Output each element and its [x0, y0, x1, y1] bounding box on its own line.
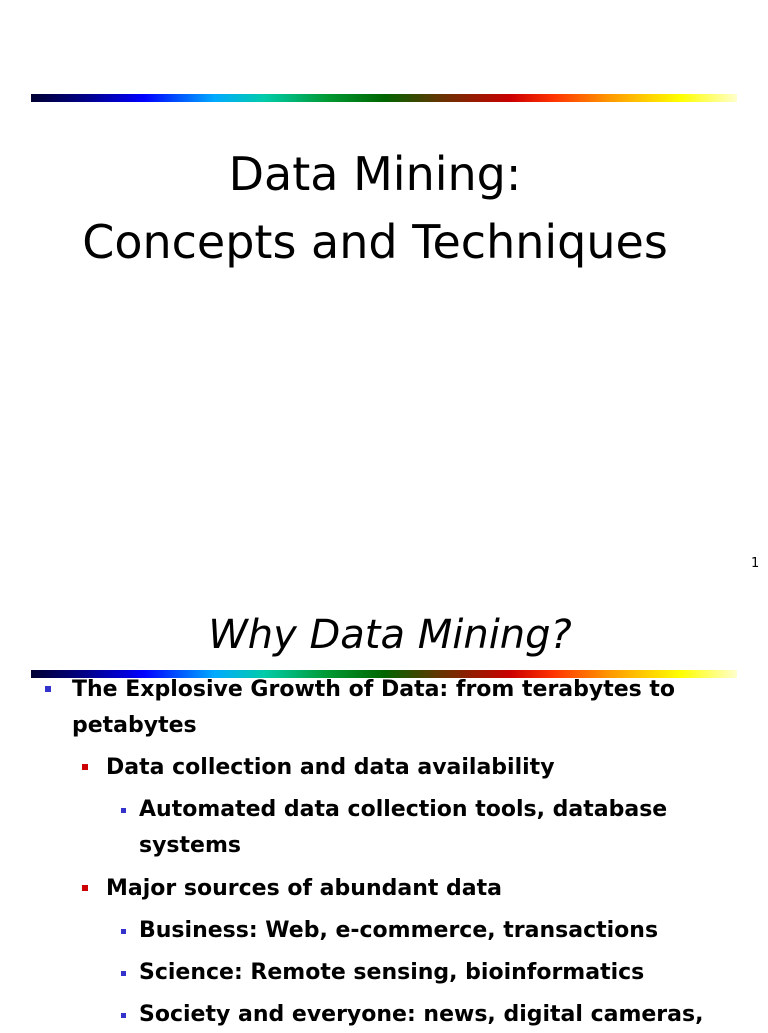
slide2-title: Why Data Mining? — [208, 612, 572, 658]
bullet-text: Science: Remote sensing, bioinformatics — [139, 960, 645, 985]
bullet-item — [139, 955, 644, 991]
square-bullet-icon — [82, 885, 88, 891]
slide1-title — [0, 140, 750, 276]
bullet-text: The Explosive Growth of Data: from terabytes to — [72, 677, 676, 702]
slide1-title-line2: Concepts and Techniques — [82, 215, 668, 269]
bullet-text: petabytes — [72, 713, 197, 738]
bullet-text: Automated data collection tools, database — [139, 797, 668, 822]
square-bullet-icon — [121, 808, 126, 813]
bullet-text: Society and everyone: news, digital cameras, — [139, 1002, 704, 1027]
slide1-title-line1: Data Mining: — [228, 147, 522, 201]
bullet-text: Data collection and data availability — [106, 755, 555, 780]
bullet-text: systems — [139, 833, 241, 858]
bullet-item — [72, 672, 675, 744]
bullet-text: Business: Web, e-commerce, transactions — [139, 918, 659, 943]
bullet-item — [139, 913, 658, 949]
square-bullet-icon — [82, 764, 88, 770]
bullet-text: Major sources of abundant data — [106, 876, 502, 901]
square-bullet-icon — [121, 929, 126, 934]
bullet-item — [106, 750, 555, 786]
square-bullet-icon — [45, 686, 51, 692]
rainbow-divider-top — [31, 94, 737, 102]
bullet-item — [139, 997, 703, 1033]
bullet-item — [106, 871, 502, 907]
square-bullet-icon — [121, 1013, 126, 1018]
bullet-item — [139, 792, 667, 864]
page-number: 1 — [751, 556, 760, 571]
square-bullet-icon — [121, 971, 126, 976]
